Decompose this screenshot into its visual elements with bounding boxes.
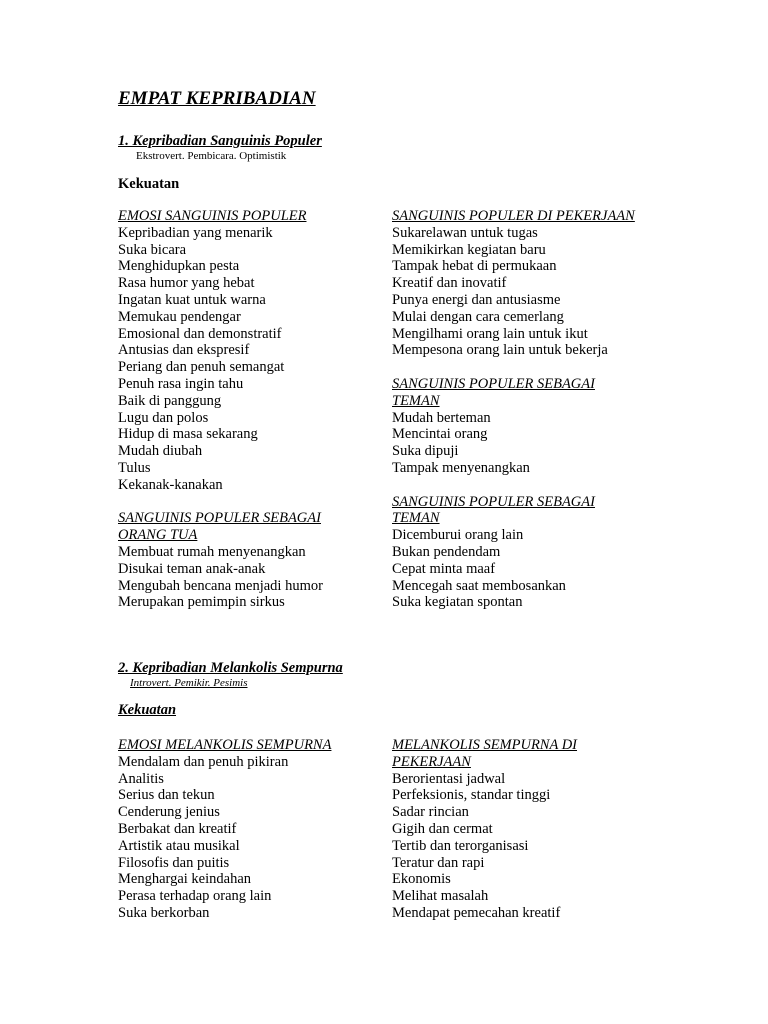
kerja-melankolis-heading: MELANKOLIS SEMPURNA DI xyxy=(392,737,578,753)
list-item: Teratur dan rapi xyxy=(392,854,485,871)
list-item: Kepribadian yang menarik xyxy=(118,224,273,241)
list-item: Baik di panggung xyxy=(118,392,222,409)
list-item: Dicemburui orang lain xyxy=(392,527,524,544)
list-item: Suka berkorban xyxy=(118,904,210,921)
list-item: Memikirkan kegiatan baru xyxy=(392,241,546,258)
list-item: Mengubah bencana menjadi humor xyxy=(118,577,323,594)
list-item: Merupakan pemimpin sirkus xyxy=(118,594,285,611)
list-item: Perasa terhadap orang lain xyxy=(118,888,272,905)
list-item: Berorientasi jadwal xyxy=(392,770,506,787)
section2-subtitle: Introvert. Pemikir. Pesimis xyxy=(130,677,248,689)
list-item: Membuat rumah menyenangkan xyxy=(118,543,306,560)
list-item: Filosofis dan puitis xyxy=(118,854,230,871)
ortu-sanguinis-heading-line2: ORANG TUA xyxy=(118,527,198,544)
list-item: Sadar rincian xyxy=(392,804,469,821)
list-item: Suka bicara xyxy=(118,241,187,258)
list-item: Hidup di masa sekarang xyxy=(118,426,258,443)
section2-kekuatan: Kekuatan xyxy=(118,702,177,718)
teman2-sanguinis-heading: SANGUINIS POPULER SEBAGAI xyxy=(392,493,595,510)
list-item: Cenderung jenius xyxy=(118,804,220,821)
section2-heading: 2. Kepribadian Melankolis Sempurna xyxy=(118,660,343,676)
list-item: Melihat masalah xyxy=(392,888,489,905)
document-title: EMPAT KEPRIBADIAN xyxy=(118,88,316,109)
list-item: Perfeksionis, standar tinggi xyxy=(392,787,551,804)
section2-left-column xyxy=(118,737,331,922)
list-item: Mulai dengan cara cemerlang xyxy=(392,308,564,325)
ortu-sanguinis-heading: SANGUINIS POPULER SEBAGAI xyxy=(118,510,321,527)
list-item: Berbakat dan kreatif xyxy=(118,820,237,837)
list-item: Serius dan tekun xyxy=(118,787,215,804)
list-item: Mengilhami orang lain untuk ikut xyxy=(392,325,588,342)
list-item: Tertib dan terorganisasi xyxy=(392,837,529,854)
list-item: Suka dipuji xyxy=(392,443,459,460)
section1-left-column xyxy=(118,208,323,611)
list-item: Gigih dan cermat xyxy=(392,820,493,837)
teman1-sanguinis-heading: SANGUINIS POPULER SEBAGAI xyxy=(392,375,595,392)
list-item: Tampak hebat di permukaan xyxy=(392,258,557,275)
list-item: Bukan pendendam xyxy=(392,543,501,560)
list-item: Penuh rasa ingin tahu xyxy=(118,375,244,392)
section1-heading: 1. Kepribadian Sanguinis Populer xyxy=(118,133,322,149)
list-item: Mendapat pemecahan kreatif xyxy=(392,904,561,921)
list-item: Menghargai keindahan xyxy=(118,871,252,888)
list-item: Disukai teman anak-anak xyxy=(118,560,266,577)
spacer xyxy=(392,359,635,376)
list-item: Ingatan kuat untuk warna xyxy=(118,291,266,308)
list-item: Cepat minta maaf xyxy=(392,560,496,577)
spacer xyxy=(118,494,323,511)
list-item: Mudah diubah xyxy=(118,443,203,460)
list-item: Mencegah saat membosankan xyxy=(392,577,566,594)
list-item: Menghidupkan pesta xyxy=(118,258,240,275)
list-item: Analitis xyxy=(118,770,164,787)
kerja-sanguinis-heading: SANGUINIS POPULER DI PEKERJAAN xyxy=(392,208,635,224)
list-item: Kreatif dan inovatif xyxy=(392,275,507,292)
list-item: Mudah berteman xyxy=(392,409,491,426)
section1-kekuatan: Kekuatan xyxy=(118,176,180,192)
list-item: Artistik atau musikal xyxy=(118,837,240,854)
list-item: Ekonomis xyxy=(392,871,451,888)
list-item: Lugu dan polos xyxy=(118,409,209,426)
list-item: Punya energi dan antusiasme xyxy=(392,291,561,308)
list-item: Periang dan penuh semangat xyxy=(118,359,285,376)
emosi-melankolis-heading: EMOSI MELANKOLIS SEMPURNA xyxy=(118,737,332,753)
list-item: Kekanak-kanakan xyxy=(118,476,223,493)
list-item: Mempesona orang lain untuk bekerja xyxy=(392,342,608,359)
spacer xyxy=(392,477,635,494)
list-item: Tampak menyenangkan xyxy=(392,459,530,476)
list-item: Mendalam dan penuh pikiran xyxy=(118,753,289,770)
list-item: Mencintai orang xyxy=(392,426,488,443)
list-item: Memukau pendengar xyxy=(118,308,241,325)
list-item: Emosional dan demonstratif xyxy=(118,325,282,342)
list-item: Suka kegiatan spontan xyxy=(392,594,523,611)
teman1-sanguinis-heading-line2: TEMAN xyxy=(392,392,440,409)
list-item: Rasa humor yang hebat xyxy=(118,275,255,292)
kerja-melankolis-heading-line2: PEKERJAAN xyxy=(392,753,471,770)
section1-right-column xyxy=(392,208,635,611)
teman2-sanguinis-heading-line2: TEMAN xyxy=(392,510,440,527)
emosi-sanguinis-heading: EMOSI SANGUINIS POPULER xyxy=(118,208,307,224)
section2-right-column xyxy=(392,737,577,922)
list-item: Antusias dan ekspresif xyxy=(118,342,250,359)
section1-subtitle: Ekstrovert. Pembicara. Optimistik xyxy=(136,150,287,162)
list-item: Tulus xyxy=(118,459,151,476)
list-item: Sukarelawan untuk tugas xyxy=(392,224,538,241)
